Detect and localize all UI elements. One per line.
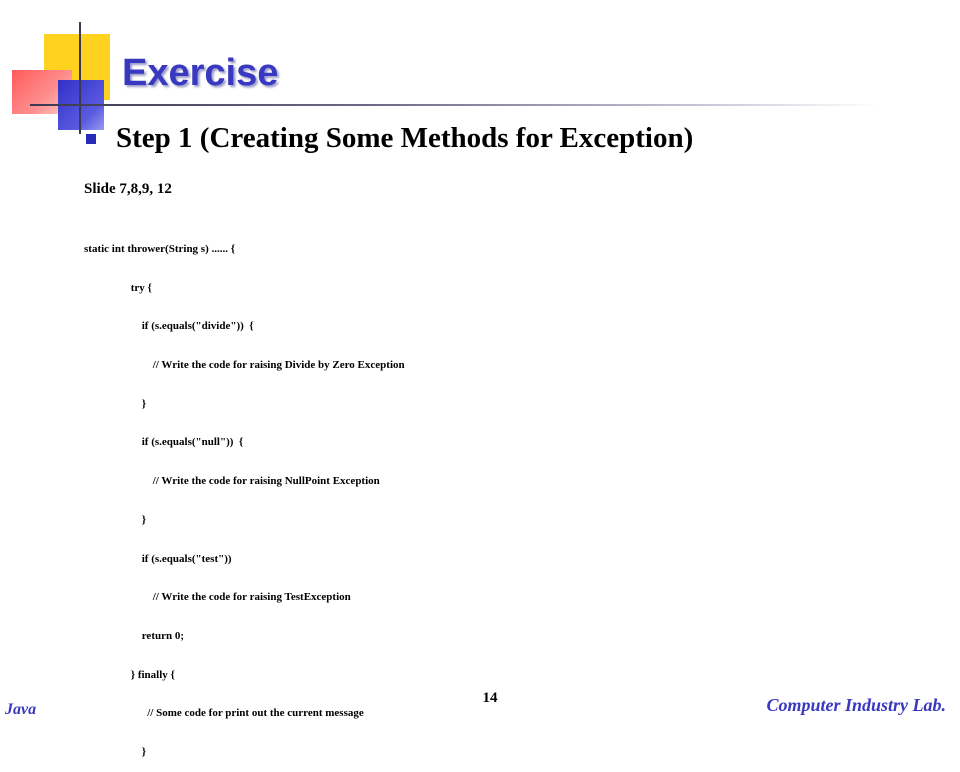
code-line: } <box>84 513 147 526</box>
code-line: if (s.equals("divide")) { <box>84 320 254 333</box>
slide-reference: Slide 7,8,9, 12 <box>84 181 172 197</box>
code-line: } finally { <box>84 668 175 681</box>
footer-lab-label: Computer Industry Lab. <box>766 695 946 715</box>
page-number: 14 <box>482 690 498 706</box>
footer-course-label: Java <box>5 701 37 718</box>
code-block <box>84 217 405 772</box>
ornament-vertical-line <box>79 22 81 134</box>
bullet-text: Step 1 (Creating Some Methods for Exception) <box>116 122 694 154</box>
code-line: // Write the code for raising NullPoint Exception <box>84 475 380 488</box>
bullet-item <box>86 124 693 153</box>
code-line: if (s.equals("test")) <box>84 552 232 565</box>
code-line: } <box>84 746 147 759</box>
slide-title: Exercise <box>122 52 279 94</box>
code-line: return 0; <box>84 630 185 642</box>
title-underline <box>30 104 880 106</box>
code-line: static int thrower(String s) ...... { <box>84 242 236 255</box>
code-line: // Write the code for raising TestException <box>84 591 351 604</box>
code-line: if (s.equals("null")) { <box>84 436 244 449</box>
code-line: } <box>84 397 147 410</box>
code-line: // Write the code for raising Divide by Zero Exception <box>84 358 405 371</box>
bullet-square-icon <box>86 134 96 144</box>
code-line: // Some code for print out the current message <box>84 707 364 720</box>
code-line: try { <box>84 281 152 294</box>
